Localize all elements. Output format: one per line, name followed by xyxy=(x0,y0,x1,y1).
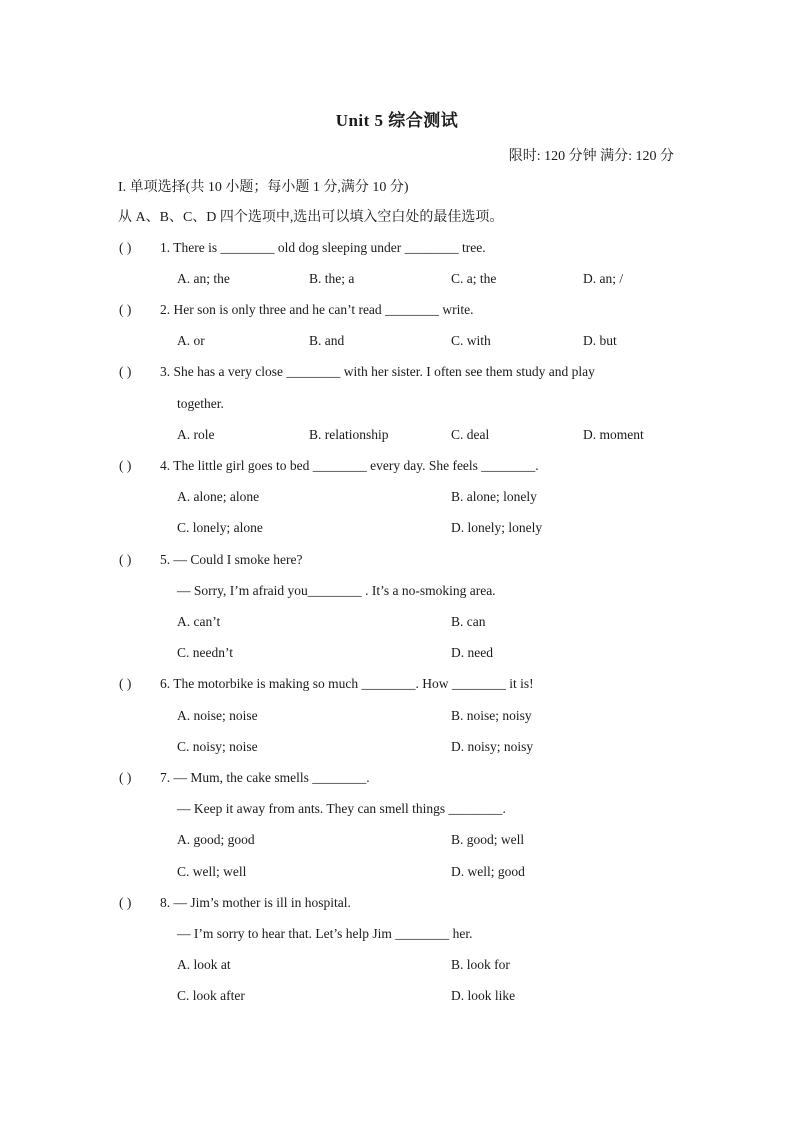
question-stem: 2. Her son is only three and he can’t read ________ write. xyxy=(160,302,474,317)
question-stem: 1. There is ________ old dog sleeping under ________ tree. xyxy=(160,240,486,255)
option-a: A. role xyxy=(177,427,215,442)
option-d: D. moment xyxy=(583,427,644,442)
option-b: B. relationship xyxy=(309,427,389,442)
question-stem: 5. — Could I smoke here? xyxy=(160,552,303,567)
option-d: D. look like xyxy=(451,988,516,1003)
option-b: B. alone; lonely xyxy=(451,489,537,504)
option-a: A. can’t xyxy=(177,614,221,629)
answer-blank[interactable]: ( ) xyxy=(119,364,132,379)
answer-blank[interactable]: ( ) xyxy=(119,302,132,317)
option-b: B. and xyxy=(309,333,345,348)
option-b: B. can xyxy=(451,614,486,629)
option-a: A. an; the xyxy=(177,271,230,286)
time-and-score-info: 限时: 120 分钟 满分: 120 分 xyxy=(508,149,674,164)
option-c: C. deal xyxy=(451,427,490,442)
option-b: B. look for xyxy=(451,957,510,972)
option-c: C. with xyxy=(451,333,491,348)
section-instruction: 从 A、B、C、D 四个选项中,选出可以填入空白处的最佳选项。 xyxy=(118,210,504,225)
option-c: C. needn’t xyxy=(177,645,233,660)
option-c: C. lonely; alone xyxy=(177,520,263,535)
answer-blank[interactable]: ( ) xyxy=(119,458,132,473)
option-b: B. noise; noisy xyxy=(451,708,532,723)
option-d: D. noisy; noisy xyxy=(451,739,534,754)
option-a: A. good; good xyxy=(177,832,255,847)
question-stem-continued: — Keep it away from ants. They can smell things ________. xyxy=(177,801,506,816)
question-stem: 4. The little girl goes to bed ________ every day. She feels ________. xyxy=(160,458,539,473)
answer-blank[interactable]: ( ) xyxy=(119,552,132,567)
option-b: B. good; well xyxy=(451,832,525,847)
question-stem-continued: — I’m sorry to hear that. Let’s help Jim ________ her. xyxy=(177,926,473,941)
question-stem-continued: — Sorry, I’m afraid you________ . It’s a no-smoking area. xyxy=(177,583,496,598)
option-d: D. but xyxy=(583,333,617,348)
option-c: C. noisy; noise xyxy=(177,739,258,754)
question-stem: 6. The motorbike is making so much ________. How ________ it is! xyxy=(160,676,534,691)
option-d: D. an; / xyxy=(583,271,624,286)
option-d: D. need xyxy=(451,645,493,660)
option-c: C. look after xyxy=(177,988,245,1003)
answer-blank[interactable]: ( ) xyxy=(119,770,132,785)
option-c: C. well; well xyxy=(177,864,247,879)
option-a: A. noise; noise xyxy=(177,708,258,723)
question-stem: 8. — Jim’s mother is ill in hospital. xyxy=(160,895,351,910)
option-d: D. lonely; lonely xyxy=(451,520,543,535)
page-title: Unit 5 综合测试 xyxy=(335,111,459,130)
option-a: A. alone; alone xyxy=(177,489,260,504)
answer-blank[interactable]: ( ) xyxy=(119,676,132,691)
answer-blank[interactable]: ( ) xyxy=(119,240,132,255)
question-stem-continued: together. xyxy=(177,396,224,411)
question-stem: 7. — Mum, the cake smells ________. xyxy=(160,770,370,785)
answer-blank[interactable]: ( ) xyxy=(119,895,132,910)
option-a: A. or xyxy=(177,333,205,348)
question-stem: 3. She has a very close ________ with her sister. I often see them study and play xyxy=(160,364,595,379)
section-header: I. 单项选择(共 10 小题；每小题 1 分,满分 10 分) xyxy=(118,180,409,195)
option-b: B. the; a xyxy=(309,271,355,286)
option-d: D. well; good xyxy=(451,864,525,879)
option-c: C. a; the xyxy=(451,271,497,286)
option-a: A. look at xyxy=(177,957,231,972)
